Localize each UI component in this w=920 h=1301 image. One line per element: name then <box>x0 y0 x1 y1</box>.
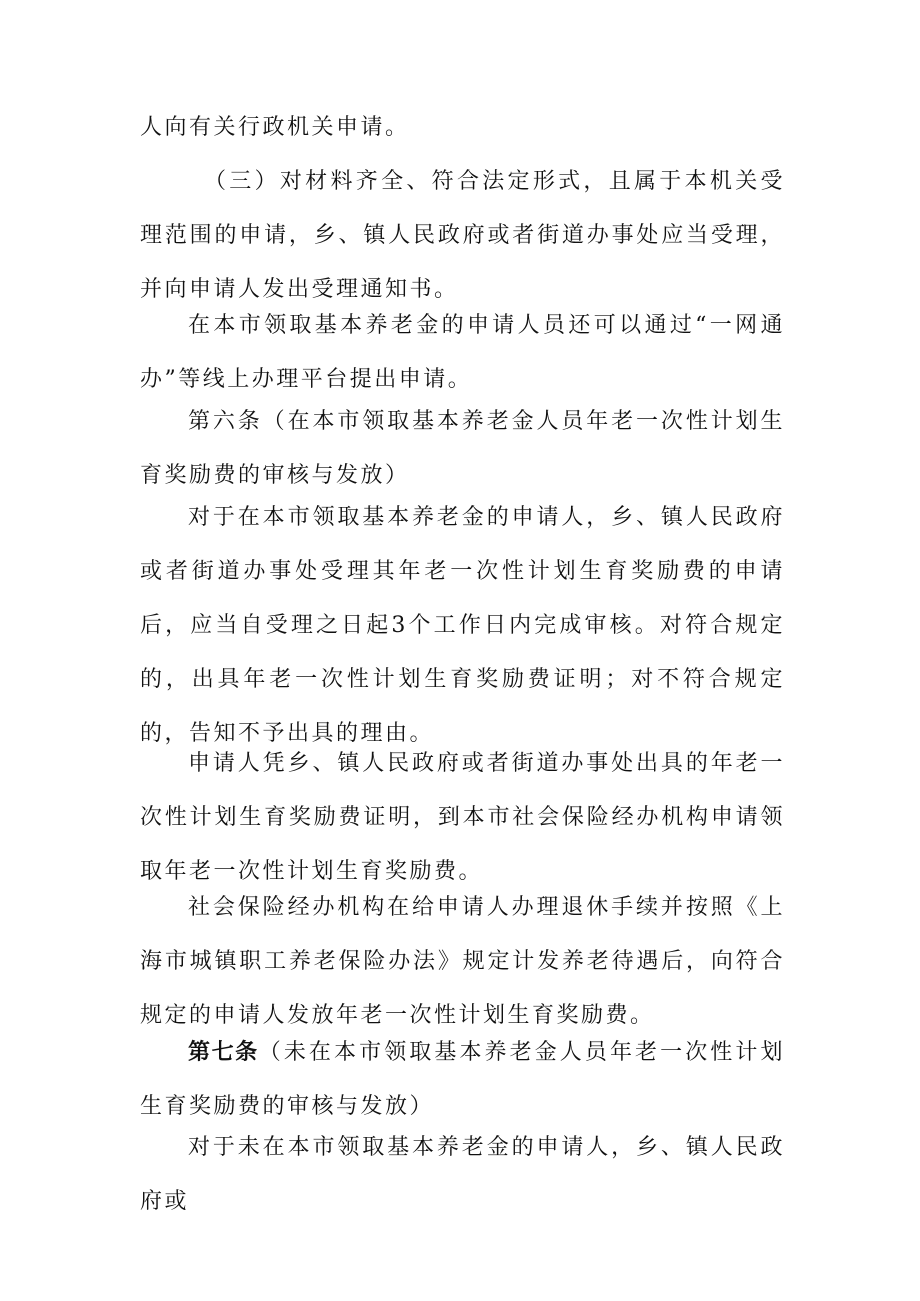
paragraph-online-application: 在本市领取基本养老金的申请人员还可以通过“一网通办”等线上办理平台提出申请。 <box>140 313 785 392</box>
paragraph-article-six-payment: 社会保险经办机构在给申请人办理退休手续并按照《上海市城镇职工养老保险办法》规定计发养老待遇后，向符合规定的申请人发放年老一次性计划生育奖励费。 <box>140 895 785 1028</box>
paragraph-article-seven-review: 对于未在本市领取基本养老金的申请人，乡、镇人民政府或 <box>140 1135 785 1214</box>
article-seven-label: 第七条 <box>188 1039 259 1065</box>
paragraph-article-six-claim: 申请人凭乡、镇人民政府或者街道办事处出具的年老一次性计划生育奖励费证明，到本市社会保险经办机构申请领取年老一次性计划生育奖励费。 <box>140 751 785 884</box>
paragraph-continuation: 人向有关行政机关申请。 <box>140 115 410 140</box>
paragraph-item-three: （三）对材料齐全、符合法定形式，且属于本机关受理范围的申请，乡、镇人民政府或者街道办事处应当受理，并向申请人发出受理通知书。 <box>140 169 785 302</box>
article-six-heading: 第六条（在本市领取基本养老金人员年老一次性计划生育奖励费的审核与发放） <box>140 409 785 488</box>
paragraph-article-six-review: 对于在本市领取基本养老金的申请人，乡、镇人民政府或者街道办事处受理其年老一次性计划生育奖励费的申请后，应当自受理之日起3个工作日内完成审核。对符合规定的，出具年老一次性计划生育奖励费证明；对不符合规定的，告知不予出具的理由。 <box>140 505 785 746</box>
article-seven-title: （未在本市领取基本养老金人员年老一次性计划生育奖励费的审核与发放） <box>140 1040 785 1119</box>
article-seven-heading <box>140 1025 785 1134</box>
